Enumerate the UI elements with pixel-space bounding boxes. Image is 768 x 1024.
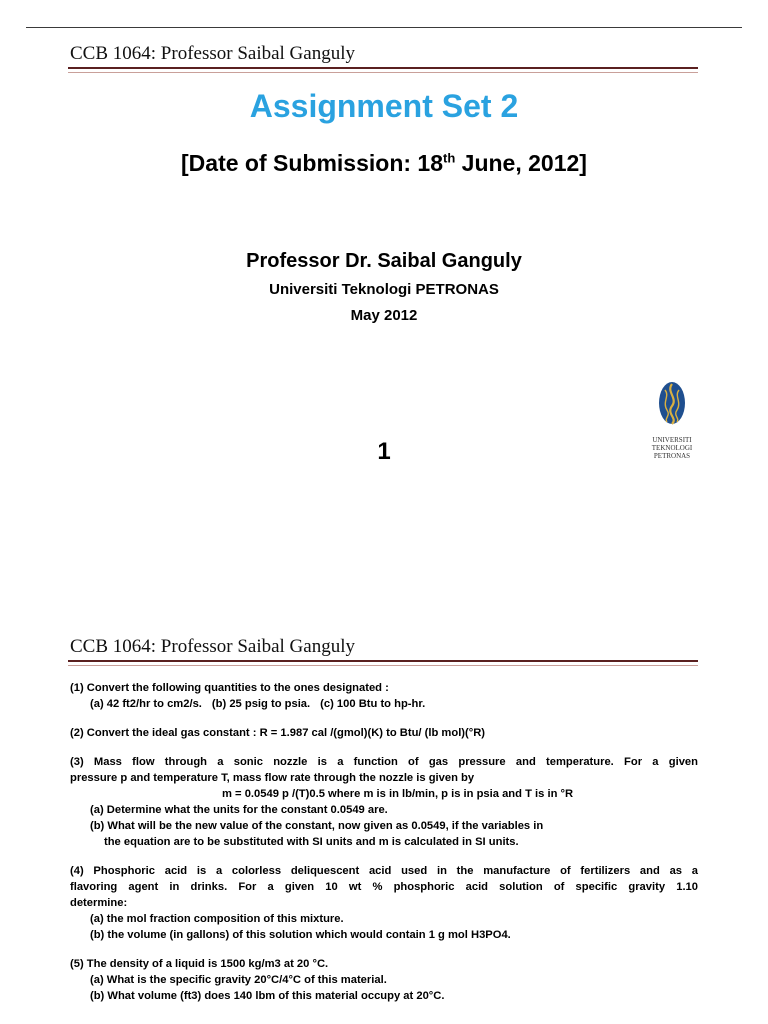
submission-suffix: June, 2012] [455, 150, 587, 176]
question-4-line-1: (4) Phosphoric acid is a colorless deliquescent acid used in the manufacture of fertilizers and as a [70, 865, 698, 877]
question-4-part-a: (a) the mol fraction composition of this mixture. [90, 913, 344, 925]
question-4 [70, 863, 698, 943]
question-2-stem: (2) Convert the ideal gas constant : R = 1.987 cal /(gmol)(K) to Btu/ (lb mol)(°R) [70, 727, 486, 739]
question-5-part-b: (b) What volume (ft3) does 140 lbm of this material occupy at 20°C. [90, 990, 445, 1002]
submission-date [0, 150, 768, 177]
question-5-stem: (5) The density of a liquid is 1500 kg/m3 at 20 °C. [70, 958, 329, 970]
question-4-line-3: determine: [70, 897, 128, 909]
question-3-part-a: (a) Determine what the units for the constant 0.0549 are. [90, 804, 388, 816]
logo-line: PETRONAS [653, 452, 691, 460]
question-3-formula: m = 0.0549 p /(T)0.5 where m is in lb/min, p is in psia and T is in °R [222, 788, 574, 800]
logo-line: UNIVERSITI [652, 436, 692, 444]
logo-line: TEKNOLOGI [651, 444, 693, 452]
author-name: Professor Dr. Saibal Ganguly [246, 250, 522, 272]
cover-date: May 2012 [350, 307, 418, 324]
submission-prefix: [Date of Submission: 18 [181, 150, 443, 176]
question-1-part-a: (a) 42 ft2/hr to cm2/s. [90, 698, 202, 710]
question-5 [70, 956, 698, 1004]
header-rule-thin-page2 [68, 665, 698, 666]
question-1-stem: (1) Convert the following quantities to the ones designated : [70, 682, 389, 694]
question-2 [70, 725, 698, 741]
question-1-parts [70, 696, 698, 712]
question-3-part-b-line-1: (b) What will be the new value of the constant, now given as 0.0549, if the variables in [90, 820, 544, 832]
question-3-line-1: (3) Mass flow through a sonic nozzle is a function of gas pressure and temperature. For a given [70, 756, 698, 768]
university-name: Universiti Teknologi PETRONAS [269, 281, 499, 298]
question-1-part-c: (c) 100 Btu to hp-hr. [320, 698, 426, 710]
page-top-border [26, 27, 742, 28]
question-1 [70, 680, 698, 712]
question-3 [70, 754, 698, 850]
question-3-part-b-line-2: the equation are to be substituted with SI units and m is calculated in SI units. [104, 836, 519, 848]
question-4-part-b: (b) the volume (in gallons) of this solution which would contain 1 g mol H3PO4. [90, 929, 511, 941]
course-header: CCB 1064: Professor Saibal Ganguly [70, 43, 355, 64]
header-rule-thin [68, 72, 698, 73]
assignment-title: Assignment Set 2 [249, 88, 519, 124]
question-5-part-a: (a) What is the specific gravity 20°C/4°C of this material. [90, 974, 387, 986]
utp-emblem-icon [648, 378, 696, 430]
question-list [70, 680, 698, 1017]
header-rule [68, 67, 698, 69]
course-header-page2: CCB 1064: Professor Saibal Ganguly [70, 636, 355, 657]
question-3-line-2: pressure p and temperature T, mass flow rate through the nozzle is given by [70, 772, 475, 784]
page-number: 1 [377, 438, 391, 465]
question-4-line-2: flavoring agent in drinks. For a given 10 wt % phosphoric acid solution of specific gravity 1.10 [70, 881, 698, 893]
submission-sup: th [443, 150, 456, 166]
header-rule-page2 [68, 660, 698, 662]
question-1-part-b: (b) 25 psig to psia. [211, 698, 311, 710]
